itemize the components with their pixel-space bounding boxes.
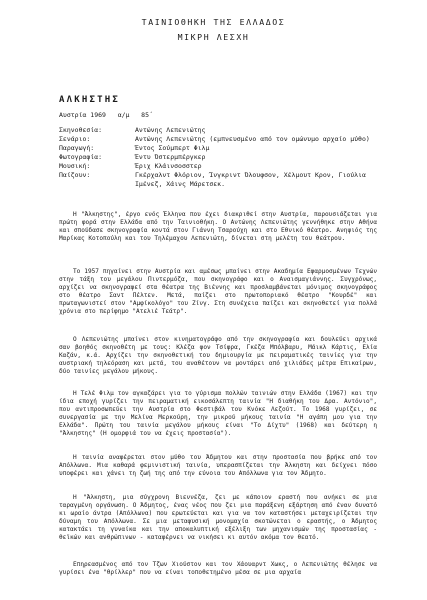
credit-label: Παραγωγή: bbox=[59, 144, 95, 152]
body-paragraph: Η "Άλκηστης", έργο ενός Έλληνα που έχει διακριθεί στην Αυστρία, παρουσιάζεται για πρώτη φορά στην Ελλάδα από την Ταινιοθήκη. Ο Αντώνης Λεπενιώτης γεννήθηκε στην Αθήνα και σπούδασε σκηνογραφία κοντά στον Γιάννη Τσαρούχη και στο Εθνικό θέατρο. Ανηψιός της Μαρίκας Κοτοπούλη και του Τηλέμαχου Λεπενιώτη, δίνεται στη μελέτη του θεάτρου. bbox=[59, 211, 377, 242]
credit-line bbox=[59, 135, 370, 143]
credit-value: Αντώνης Λεπενιώτης bbox=[135, 126, 206, 134]
credit-line bbox=[59, 153, 205, 161]
body-paragraph: Η "Άλκηστη, μια σύγχρονη Βιεννέζα, ζει με κάποιον εραστή που ανήκει σε μια ταραγμένη οργάνωση. Ο Άδμητος, ένας νέος που ζει μια παράξενη εξάρτηση από έναν δυνατό κι ωραίο άντρα (Απόλλωνα) που ερωτεύεται και για να τον καταστήσει μεταχειρίζεται την δύναμη του Απόλλωνα. Σε μια μεταφυσική μονομαχία σκοτώνεται ο εραστής, ο Άδμητος κατακτάει τη γυναίκα και την αποκαλυπτική εξέλιξη των μηχανισμών της προστασίας - θεϊκών και ανθρώπινων - καταφέρνει να νικήσει κι αυτόν ακόμα τον θεατό. bbox=[59, 494, 377, 541]
credit-line bbox=[59, 180, 225, 188]
body-paragraph: Η Τελέ Φιλμ τον αγκαζάρει για το γύρισμα πολλών ταινιών στην Ελλάδα (1967) και την ίδια εποχή γυρίζει την πειραματική εικοσάλεπτη ταινία "Η διαθήκη του Δρα. Αντόνιο", που αντιπροσωπεύει την Αυστρία στο Φεστιβάλ του Κνόκε Λεζούτ. Το 1968 γυρίζει, σε συνεργασία με την Μελίνα Μερκούρη, την μικρού μήκους ταινία "Η αγάπη μου για την Ελλάδα". Πρώτη του ταινία μεγάλου μήκους είναι "Το Δίχτυ" (1968) και δεύτερη η "Άλκηστης" (Η ομορφιά του να έχεις προστασία"). bbox=[59, 390, 377, 437]
credit-value: Έντος Σούμπερτ Φιλμ bbox=[135, 144, 210, 152]
body-paragraph: Η ταινία αναφέρεται στον μύθο του Άδμητου και στην προστασία που βρήκε από τον Απόλλωνα. Μια καθαρά φεμινιστική ταινία, υπερασπίζεται την Άλκηστη και δείχνει πόσο υποφέρει και χάνει τη ζωή της από την εύνοια του Απόλλωνα για τον Άδμητο. bbox=[59, 454, 377, 477]
credit-label: Σκηνοθεσία: bbox=[59, 126, 103, 134]
credit-label: Σενάριο: bbox=[59, 135, 91, 143]
credit-value: Ιμένεζ, Χάινς Μάρετσεκ. bbox=[135, 180, 226, 188]
credit-line bbox=[59, 171, 366, 179]
body-paragraph: Ο Λεπενιώτης μπαίνει στον κινηματογράφο από την σκηνογραφία και δουλεύει αρχικά σαν βοηθός σκηνοθέτη με τους: Κλέζα φον Τσίφρα, Γκέζα Μπόλβαρυ, Μάικλ Κάρτις, Ελία Καζάν, κ.ά. Αρχίζει την σκηνοθετική του δημιουργία με πειραματικές ταινίες για την αυστριακή τηλεόραση και μετά, του αναθέτουν να μοντάρει από χιλιάδες μέτρα Επικαίρων, δύο ταινίες μεγάλου μήκους. bbox=[59, 336, 377, 375]
credit-label: Μουσική: bbox=[59, 162, 91, 170]
film-title: ΑΛΚΗΣΤΗΣ bbox=[59, 95, 120, 105]
credit-line bbox=[59, 162, 202, 170]
credit-label: Φωτογραφία: bbox=[59, 153, 103, 161]
credit-value: Αντώνης Λεπενιώτης (εμπνευσμένο από τον ομώνυμο αρχαίο μύθο) bbox=[135, 135, 370, 143]
header-line-1: ΤΑΙΝΙΟΘΗΚΗ ΤΗΣ ΕΛΛΑΔΟΣ bbox=[141, 17, 286, 27]
credit-value: Γκέρχαλντ Φλόριον, Ίνγκριντ Όλουφσον, Χέλμουτ Κρον, Γιούλια bbox=[135, 171, 366, 179]
header-line-2: ΜΙΚΡΗ ΛΕΣΧΗ bbox=[177, 32, 250, 42]
body-paragraph: Το 1957 πηγαίνει στην Αυστρία και αμέσως μπαίνει στην Ακαδημία Εφαρμοσμένων Τεχνών στην τάξη του μεγάλου Πιντερμόζα, που σκηνογράφο και ο Αναισμαγιάννης. Συγχρόνως, αρχίζει να σκηνογραφεί στα θέατρα της Βιέννης και προσλαμβάνεται μόνιμος σκηνογράφος στο θέατρο Σαντ Πέλτεν. Μετά, παίζει στο πρωτοποριακό θέατρο "Κουρδέ" και πρωταγωνιστεί στον "Αμφίκολόγο" του Ζίνγ. Στη συνέχεια παίζει και σκηνοθετεί για πολλά χρόνια στο περίφημο "Ατελιέ Τεάτρ". bbox=[59, 268, 377, 315]
credit-value: Έντυ Όστερμπέργκερ bbox=[135, 153, 206, 161]
body-paragraph: Επηρεασμένος από τον Τζων Χιούστον και τον Χάουαρντ Χωκς, ο Λεπενιώτης θέλησε να γυρίσει ένα "θρίλλερ" που να είναι τοποθετημένο μέσα σε μια αρχαία bbox=[59, 561, 377, 576]
credit-label: Παίζουν: bbox=[59, 171, 91, 179]
credit-line bbox=[59, 126, 205, 134]
credit-line bbox=[59, 144, 209, 152]
credit-value: Έριχ Κλάινσοσστερ bbox=[135, 162, 202, 170]
film-meta: Αυστρία 1969 α/μ 85΄ bbox=[59, 111, 153, 119]
